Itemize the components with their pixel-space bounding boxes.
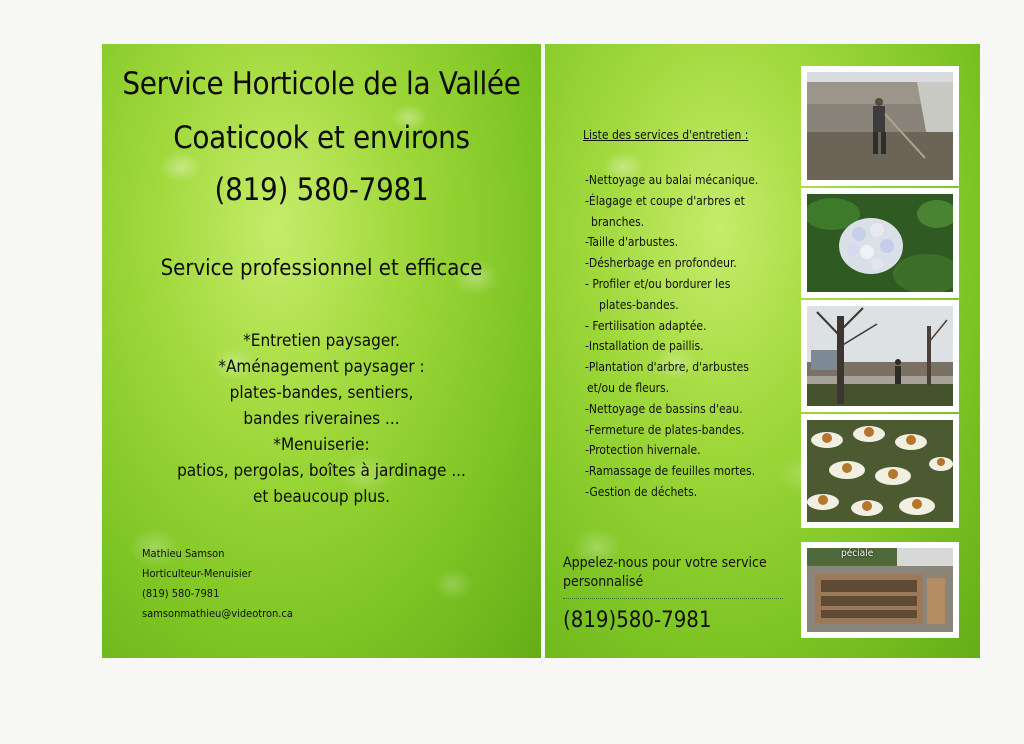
title-phone: (819) 580-7981 (214, 172, 429, 208)
list-item: -Élagage et coupe d'arbres et (585, 193, 745, 208)
list-item: - Fertilisation adaptée. (585, 318, 707, 333)
tagline: Service professionnel et efficace (160, 256, 483, 281)
left-flyer-panel (102, 44, 541, 658)
call-phone: (819)580-7981 (563, 608, 712, 633)
call-line-1: Appelez-nous pour votre service (563, 555, 767, 571)
dotted-divider (563, 598, 783, 599)
contact-name: Mathieu Samson (142, 547, 225, 560)
photo-coneflowers (801, 414, 959, 528)
service-line: *Aménagement paysager : (218, 357, 425, 377)
service-line: *Entretien paysager. (243, 331, 400, 351)
list-item: -Désherbage en profondeur. (585, 256, 737, 271)
maintenance-services-list (585, 170, 805, 503)
call-to-action (563, 554, 767, 592)
list-item: -Installation de paillis. (585, 339, 704, 354)
list-item: - Profiler et/ou bordurer les (585, 276, 731, 291)
list-item: plates-bandes. (599, 297, 679, 312)
service-line: patios, pergolas, boîtes à jardinage ... (177, 461, 466, 481)
list-item: branches. (591, 214, 645, 229)
services-summary (102, 328, 541, 510)
list-item: -Fermeture de plates-bandes. (585, 422, 745, 437)
list-item: et/ou de fleurs. (587, 380, 670, 395)
services-list-heading: Liste des services d'entretien : (583, 128, 749, 142)
right-flyer-panel (545, 44, 980, 658)
call-line-2: personnalisé (563, 574, 644, 590)
service-line: bandes riveraines ... (243, 409, 400, 429)
photo-tree-pruning (801, 300, 959, 412)
contact-block (142, 544, 293, 624)
list-item: -Ramassage de feuilles mortes. (585, 464, 756, 479)
business-name: Service Horticole de la Vallée (122, 66, 521, 102)
photo-hydrangea (801, 188, 959, 298)
contact-phone: (819) 580-7981 (142, 587, 220, 600)
contact-role: Horticulteur-Menuisier (142, 567, 252, 580)
list-item: -Nettoyage de bassins d'eau. (585, 401, 743, 416)
photo-caption: péciale (841, 548, 874, 559)
service-line: *Menuiserie: (273, 435, 370, 455)
list-item: -Nettoyage au balai mécanique. (585, 173, 759, 187)
list-item: -Gestion de déchets. (585, 484, 698, 499)
contact-email: samsonmathieu@videotron.ca (142, 607, 293, 620)
list-item: -Protection hivernale. (585, 443, 701, 458)
service-area: Coaticook et environs (173, 120, 470, 156)
photo-raised-beds (801, 542, 959, 638)
service-line: plates-bandes, sentiers, (229, 383, 414, 403)
list-item: -Taille d'arbustes. (585, 235, 679, 250)
list-item: -Plantation d'arbre, d'arbustes (585, 360, 749, 375)
photo-sweeping (801, 66, 959, 186)
service-line: et beaucoup plus. (253, 487, 390, 507)
